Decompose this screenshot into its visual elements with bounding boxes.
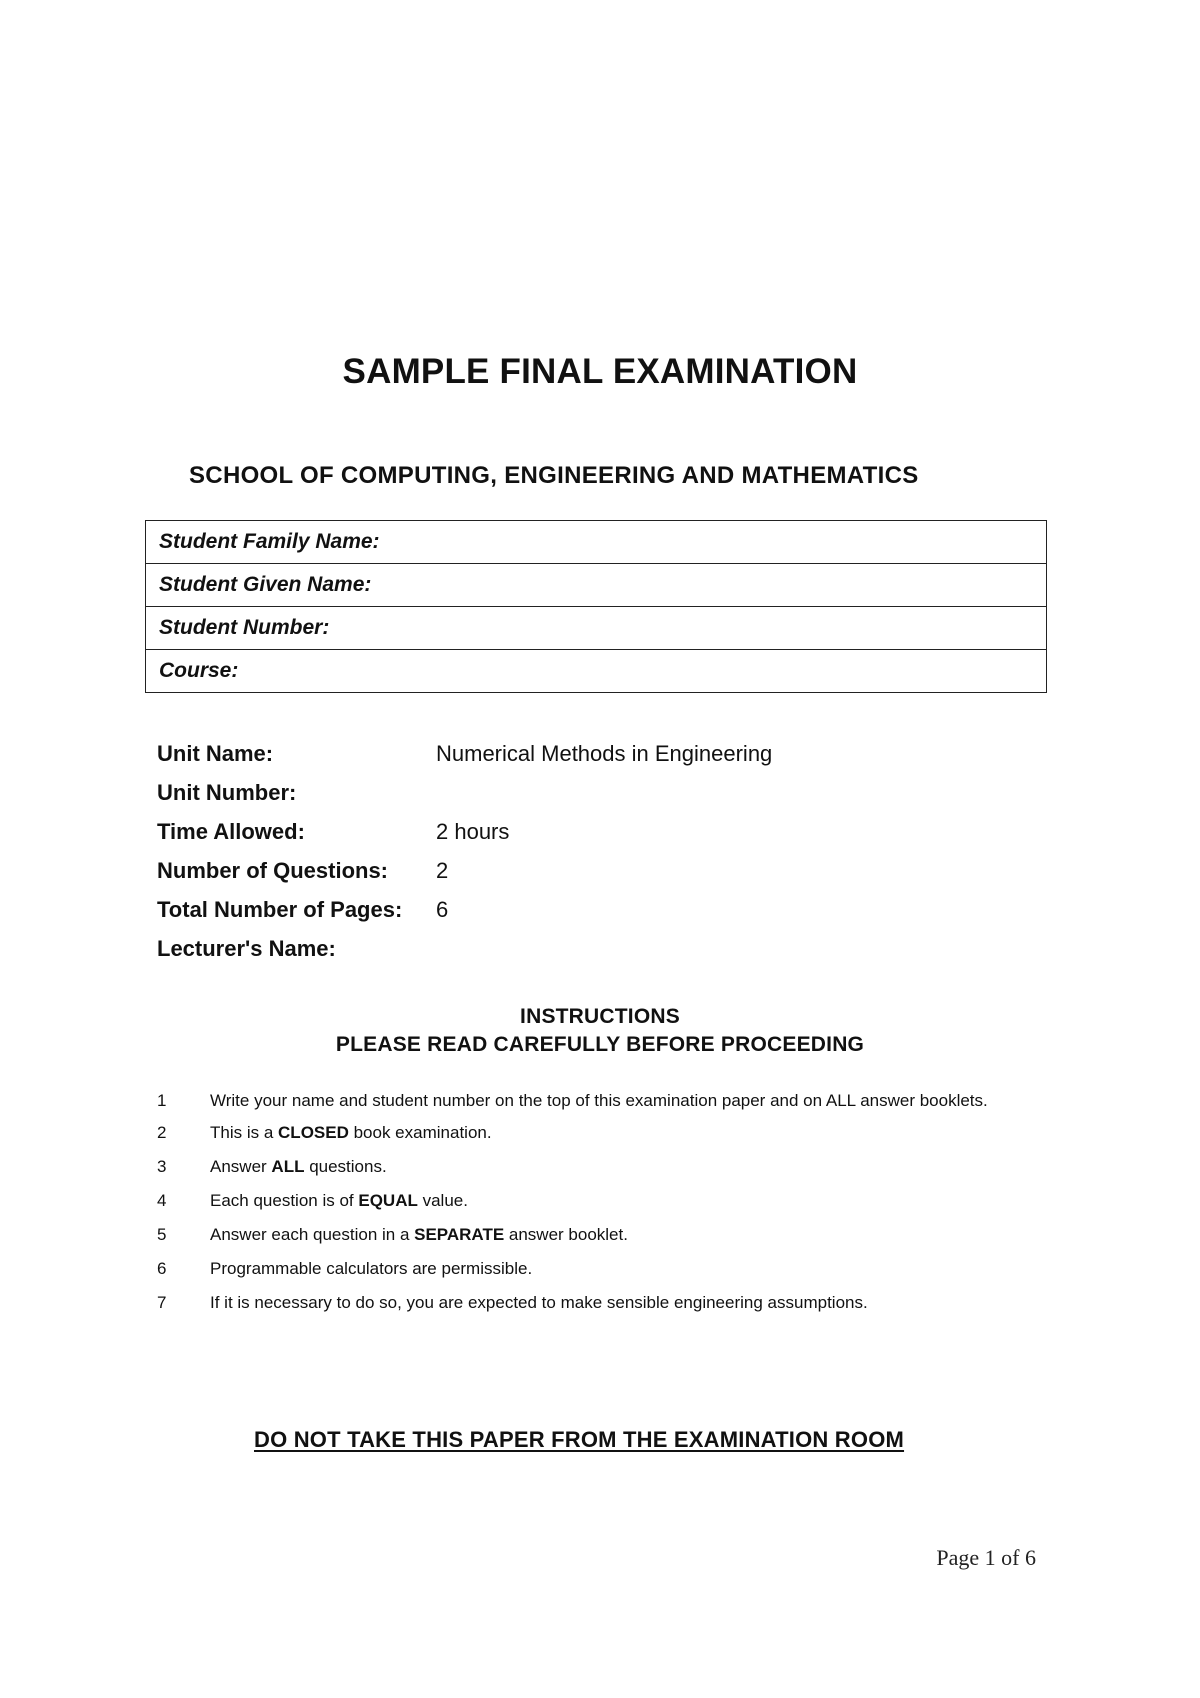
instruction-text-part: Answer each question in a [210, 1225, 415, 1244]
list-item [157, 1156, 1037, 1178]
instruction-emphasis: CLOSED [278, 1123, 349, 1142]
instruction-text-part: This is a [210, 1123, 279, 1142]
instruction-text [210, 1090, 1037, 1112]
total-pages-label: Total Number of Pages: [157, 896, 403, 922]
table-row [146, 564, 1047, 607]
instructions-subtitle: PLEASE READ CAREFULLY BEFORE PROCEEDING [335, 1033, 865, 1056]
total-pages-row [157, 890, 772, 929]
instruction-text [210, 1156, 1037, 1178]
page-number: Page 1 of 6 [936, 1545, 1036, 1570]
page-title: SAMPLE FINAL EXAMINATION [342, 352, 858, 391]
course-label: Course: [146, 650, 1047, 693]
instruction-emphasis: ALL [271, 1157, 305, 1176]
instruction-text [210, 1292, 1037, 1314]
instruction-text-part: questions. [304, 1157, 387, 1176]
time-allowed-value: 2 hours [436, 818, 510, 844]
instruction-number: 1 [157, 1091, 167, 1110]
instructions-title: INSTRUCTIONS [520, 1005, 680, 1028]
instruction-emphasis: SEPARATE [414, 1225, 505, 1244]
instruction-text-part: value. [417, 1191, 468, 1210]
number-of-questions-value: 2 [436, 857, 449, 883]
instruction-number: 5 [157, 1225, 167, 1244]
instruction-text [210, 1190, 1037, 1212]
instruction-text [210, 1122, 1037, 1144]
unit-name-row [157, 734, 772, 773]
unit-name-value: Numerical Methods in Engineering [436, 740, 773, 766]
student-details-table [145, 520, 1047, 693]
list-item [157, 1090, 1037, 1112]
student-number-label: Student Number: [146, 607, 1047, 650]
instructions-list [157, 1090, 1037, 1326]
instructions-heading [0, 1003, 1200, 1059]
table-row [146, 650, 1047, 693]
instruction-number: 3 [157, 1157, 167, 1176]
unit-name-label: Unit Name: [157, 740, 274, 766]
number-of-questions-label: Number of Questions: [157, 857, 389, 883]
instruction-text-part: Write your name and student number on the top of this examination paper and on ALL answer booklets. [210, 1091, 988, 1110]
instruction-text-part: answer booklet. [504, 1225, 628, 1244]
instruction-number: 4 [157, 1191, 167, 1210]
instruction-text-part: Answer [210, 1157, 272, 1176]
lecturer-name-row [157, 929, 772, 968]
time-allowed-row [157, 812, 772, 851]
unit-number-row [157, 773, 772, 812]
instruction-text [210, 1258, 1037, 1280]
number-of-questions-row [157, 851, 772, 890]
table-row [146, 607, 1047, 650]
school-name: SCHOOL OF COMPUTING, ENGINEERING AND MATHEMATICS [189, 462, 919, 489]
instruction-text-part: If it is necessary to do so, you are expected to make sensible engineering assumptions. [210, 1293, 868, 1312]
lecturer-name-label: Lecturer's Name: [157, 935, 336, 961]
list-item [157, 1224, 1037, 1246]
instruction-text [210, 1224, 1037, 1246]
list-item [157, 1258, 1037, 1280]
student-family-name-label: Student Family Name: [146, 521, 1047, 564]
time-allowed-label: Time Allowed: [157, 818, 305, 844]
instruction-text-part: Each question is of [210, 1191, 359, 1210]
instruction-text-part: Programmable calculators are permissible. [210, 1259, 533, 1278]
instruction-emphasis: EQUAL [358, 1191, 418, 1210]
instruction-text-part: book examination. [348, 1123, 492, 1142]
total-pages-value: 6 [436, 896, 449, 922]
list-item [157, 1190, 1037, 1212]
instruction-number: 7 [157, 1293, 167, 1312]
unit-number-label: Unit Number: [157, 779, 297, 805]
student-given-name-label: Student Given Name: [146, 564, 1047, 607]
list-item [157, 1122, 1037, 1144]
exam-room-notice: DO NOT TAKE THIS PAPER FROM THE EXAMINATION ROOM [254, 1427, 905, 1452]
table-row [146, 521, 1047, 564]
list-item [157, 1292, 1037, 1314]
unit-info [157, 734, 772, 968]
instruction-number: 2 [157, 1123, 167, 1142]
instruction-number: 6 [157, 1259, 167, 1278]
